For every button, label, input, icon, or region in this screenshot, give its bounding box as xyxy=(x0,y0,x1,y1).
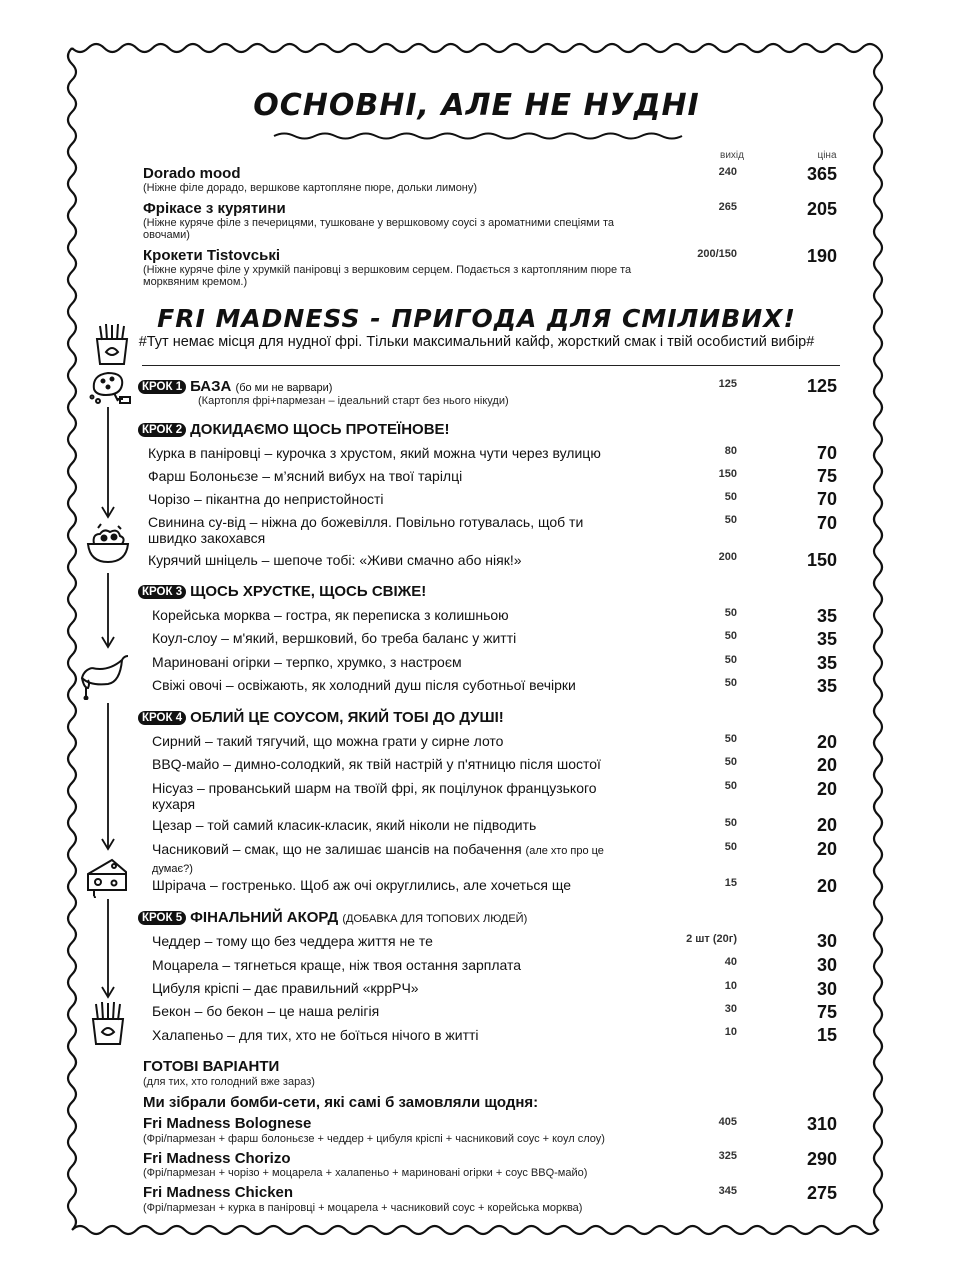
item-weight: 50 xyxy=(724,491,737,503)
item-weight: 50 xyxy=(724,607,737,619)
step3-header xyxy=(138,583,426,600)
step-badge: КРОК 2 xyxy=(138,423,186,437)
dish-price: 365 xyxy=(806,164,837,184)
dish-description: (Ніжне куряче філе у хрумкій паніровці з вершковим серцем. Подається з картопляним пюре та морквяним кремом.) xyxy=(143,264,632,288)
step-badge: КРОК 4 xyxy=(138,711,186,725)
item-price: 30 xyxy=(816,979,837,999)
set-weight: 405 xyxy=(718,1116,737,1128)
menu-item: Бекон – бо бекон – це наша релігія xyxy=(152,1003,380,1019)
menu-item: Нісуаз – прованський шарм на твоїй фрі, як поцілунок французького кухаря xyxy=(152,780,597,812)
menu-item: Курячий шніцель – шепоче тобі: «Живи смачно або ніяк!» xyxy=(148,552,522,568)
item-price: 75 xyxy=(816,1002,837,1022)
item-price: 15 xyxy=(816,1025,837,1045)
step1-weight: 125 xyxy=(718,378,737,390)
step1-header xyxy=(138,378,332,395)
menu-item-name: Часниковий – смак, що не залишає шансів на побачення xyxy=(152,841,522,857)
menu-item xyxy=(152,841,632,877)
item-price: 20 xyxy=(816,755,837,775)
step5-header xyxy=(138,909,527,926)
set-weight: 345 xyxy=(718,1185,737,1197)
item-weight: 50 xyxy=(724,841,737,853)
menu-item: Сирний – такий тягучий, що можна грати у сирне лото xyxy=(152,733,504,749)
set-weight: 325 xyxy=(718,1150,737,1162)
item-weight: 50 xyxy=(724,733,737,745)
dish-description: (Ніжне філе дорадо, вершкове картопляне пюре, дольки лимону) xyxy=(143,182,478,194)
item-weight: 150 xyxy=(718,468,737,480)
item-price: 70 xyxy=(816,443,837,463)
set-description: (Фрі/пармезан + фарш болоньєзе + чеддер + цибуля кріспі + часниковий соус + коул слоу) xyxy=(143,1133,605,1145)
item-weight: 40 xyxy=(724,956,737,968)
step-note: (ДОБАВКА ДЛЯ ТОПОВИХ ЛЮДЕЙ) xyxy=(342,913,528,925)
item-weight: 10 xyxy=(724,1026,737,1038)
title-squiggle xyxy=(272,130,684,142)
dish-name: Dorado mood xyxy=(143,165,241,182)
ready-intro: Ми зібрали бомби-сети, які самі б замовляли щодня: xyxy=(143,1094,539,1111)
item-price: 35 xyxy=(816,676,837,696)
menu-item-note: (але хто про це думає?) xyxy=(152,845,604,875)
divider xyxy=(142,365,840,366)
step2-header xyxy=(138,421,450,438)
item-price: 35 xyxy=(816,653,837,673)
item-weight: 200 xyxy=(718,551,737,563)
item-price: 20 xyxy=(816,732,837,752)
menu-item: Свинина су-від – ніжна до божевілля. Повільно готувалась, щоб ти швидко закохався xyxy=(148,514,584,546)
section-title-fri-madness: FRI MADNESS - ПРИГОДА ДЛЯ СМІЛИВИХ! xyxy=(157,304,796,333)
item-weight: 15 xyxy=(724,877,737,889)
menu-item: Халапеньо – для тих, хто не боїться нічого в житті xyxy=(152,1027,479,1043)
item-price: 35 xyxy=(816,606,837,626)
column-weight-header: вихід xyxy=(720,150,744,161)
item-weight: 50 xyxy=(724,677,737,689)
menu-item: Корейська морква – гостра, як переписка з колишньою xyxy=(152,607,509,623)
step-title: ОБЛИЙ ЦЕ СОУСОМ, ЯКИЙ ТОБІ ДО ДУШІ! xyxy=(190,709,504,726)
menu-item: Чорізо – пікантна до непристойності xyxy=(148,491,384,507)
item-weight: 80 xyxy=(724,445,737,457)
dish-name: Фрікасе з курятини xyxy=(143,200,286,217)
step1-description: (Картопля фрі+пармезан – ідеальний старт без нього нікуди) xyxy=(198,395,509,407)
item-price: 30 xyxy=(816,955,837,975)
item-price: 70 xyxy=(816,513,837,533)
menu-item: Курка в паніровці – курочка з хрустом, який можна чути через вулицю xyxy=(148,445,601,461)
step-badge: КРОК 1 xyxy=(138,380,186,394)
dish-description: (Ніжне куряче філе з печерицями, тушковане у вершковому соусі з ароматними спеціями та овочами) xyxy=(143,217,614,241)
set-price: 275 xyxy=(806,1183,837,1203)
item-weight: 30 xyxy=(724,1003,737,1015)
fries-box-icon xyxy=(90,1000,126,1046)
set-price: 290 xyxy=(806,1149,837,1169)
item-weight: 10 xyxy=(724,980,737,992)
menu-item: Фарш Болоньєзе – м’ясний вибух на твої тарілці xyxy=(148,468,463,484)
item-weight: 50 xyxy=(724,630,737,642)
dish-name: Крокети Tistovські xyxy=(143,247,281,264)
fries-icon xyxy=(94,322,130,366)
dish-price: 205 xyxy=(806,199,837,219)
set-price: 310 xyxy=(806,1114,837,1134)
section-title-main: ОСНОВНІ, АЛЕ НЕ НУДНІ xyxy=(253,88,700,123)
menu-item: Шрірача – гостренько. Щоб аж очі округлились, але хочеться ще xyxy=(152,877,571,893)
dish-weight: 240 xyxy=(718,166,737,178)
item-weight: 50 xyxy=(724,514,737,526)
menu-item: Цезар – той самий класик-класик, який ніколи не підводить xyxy=(152,817,537,833)
step-badge: КРОК 3 xyxy=(138,585,186,599)
menu-item: Чеддер – тому що без чеддера життя не те xyxy=(152,933,433,949)
step-title: ФІНАЛЬНИЙ АКОРД xyxy=(190,909,339,926)
ready-subtitle: (для тих, хто голодний вже зараз) xyxy=(143,1076,315,1088)
item-price: 75 xyxy=(816,466,837,486)
item-price: 30 xyxy=(816,931,837,951)
item-weight: 2 шт (20г) xyxy=(686,933,737,945)
set-name: Fri Madness Chicken xyxy=(143,1184,294,1201)
dish-price: 190 xyxy=(806,246,837,266)
step-badge: КРОК 5 xyxy=(138,911,186,925)
column-price-header: ціна xyxy=(817,150,837,161)
dish-weight: 200/150 xyxy=(697,248,737,260)
item-price: 20 xyxy=(816,839,837,859)
item-weight: 50 xyxy=(724,780,737,792)
step-title: ЩОСЬ ХРУСТКЕ, ЩОСЬ СВІЖЕ! xyxy=(190,583,427,600)
menu-item: Цибуля кріспі – дає правильний «кррРЧ» xyxy=(152,980,419,996)
step-title: ДОКИДАЄМО ЩОСЬ ПРОТЕЇНОВЕ! xyxy=(190,421,450,438)
menu-item: Моцарела – тягнеться краще, ніж твоя остання зарплата xyxy=(152,957,522,973)
menu-item: Мариновані огірки – терпко, хрумко, з настроєм xyxy=(152,654,462,670)
item-weight: 50 xyxy=(724,756,737,768)
step1-price: 125 xyxy=(806,376,837,396)
slogan: #Тут немає місця для нудної фрі. Тільки максимальний кайф, жорсткий смак і твій особистий вибір# xyxy=(138,334,815,350)
item-price: 70 xyxy=(816,489,837,509)
step-arrows xyxy=(98,405,118,1005)
item-price: 20 xyxy=(816,815,837,835)
item-price: 20 xyxy=(816,876,837,896)
menu-item: Коул-слоу – м'який, вершковий, бо треба баланс у житті xyxy=(152,630,517,646)
item-weight: 50 xyxy=(724,817,737,829)
menu-item: BBQ-майо – димно-солодкий, як твій настрій у п'ятницю після шостої xyxy=(152,756,601,772)
step4-header xyxy=(138,709,504,726)
chicken-wing-icon xyxy=(88,367,134,407)
menu-item: Свіжі овочі – освіжають, як холодний душ після суботньої вечірки xyxy=(152,677,576,693)
item-price: 150 xyxy=(806,550,837,570)
set-name: Fri Madness Bolognese xyxy=(143,1115,312,1132)
step-note: (бо ми не варвари) xyxy=(235,382,333,394)
item-price: 20 xyxy=(816,779,837,799)
item-price: 35 xyxy=(816,629,837,649)
dish-weight: 265 xyxy=(718,201,737,213)
item-weight: 50 xyxy=(724,654,737,666)
set-name: Fri Madness Chorizo xyxy=(143,1150,291,1167)
set-description: (Фрі/пармезан + курка в паніровці + моцарела + часниковий соус + корейська морква) xyxy=(143,1202,583,1214)
step-title: БАЗА xyxy=(190,378,232,395)
set-description: (Фрі/пармезан + чорізо + моцарела + халапеньо + мариновані огірки + соус BBQ-майо) xyxy=(143,1167,588,1179)
ready-title: ГОТОВІ ВАРІАНТИ xyxy=(143,1058,280,1075)
